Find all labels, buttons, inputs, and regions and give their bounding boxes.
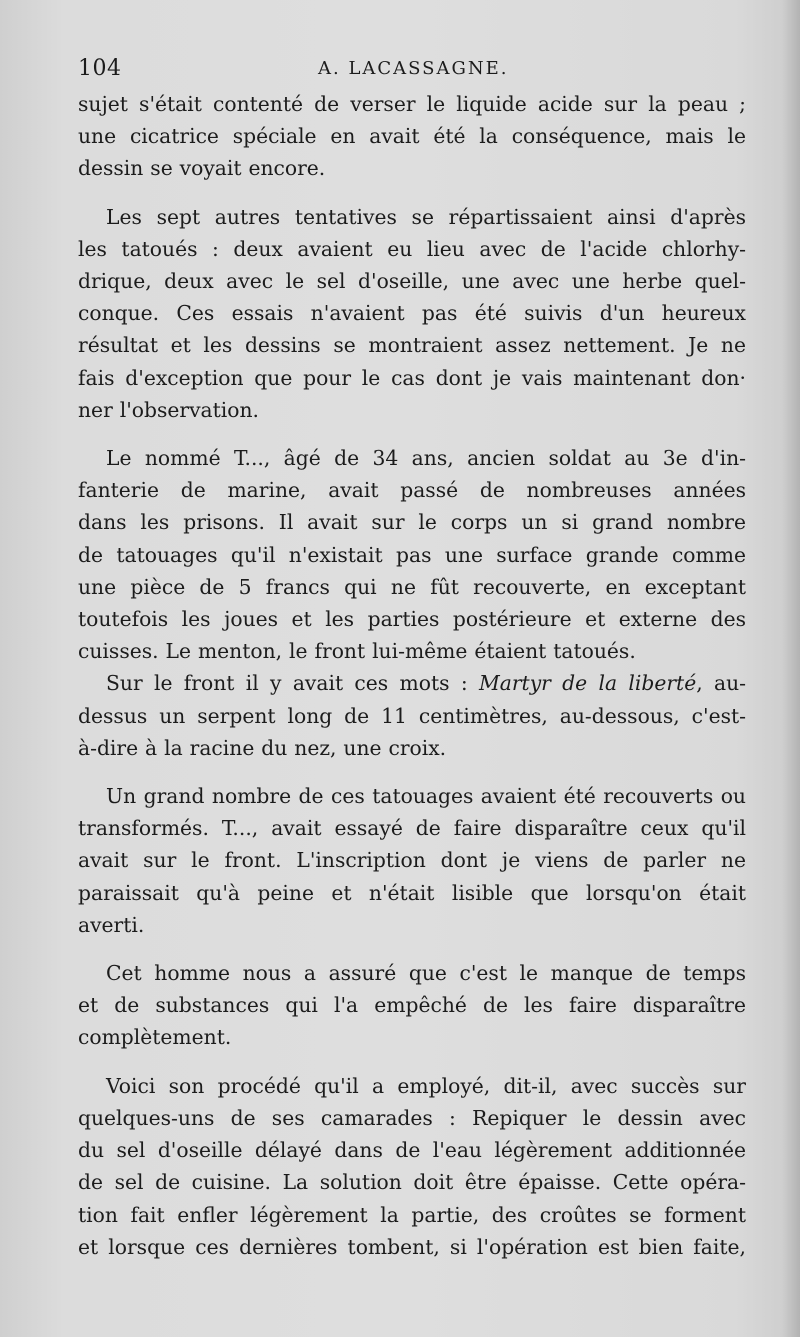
text-line: Cet homme nous a assuré que c'est le manque de temps (106, 961, 746, 986)
paragraph-recouverts (78, 780, 746, 941)
text-line: cuisses. Le menton, le front lui-même étaient tatoués. (78, 639, 636, 664)
page-number: 104 (78, 56, 122, 81)
paragraph-tentatives (78, 201, 746, 426)
text-line: drique, deux avec le sel d'oseille, une avec une herbe quel- (78, 269, 746, 294)
text-line: du sel d'oseille délayé dans de l'eau légèrement additionnée (78, 1138, 746, 1163)
text-line: dans les prisons. Il avait sur le corps un si grand nombre (78, 510, 746, 535)
text-line: une pièce de 5 francs qui ne fût recouverte, en exceptant (78, 574, 746, 599)
text-line: fanterie de marine, avait passé de nombreuses années (78, 478, 746, 503)
text-line: résultat et les dessins se montraient assez nettement. Je ne (78, 333, 746, 358)
text-line: transformés. T..., avait essayé de faire disparaître ceux qu'il (78, 816, 746, 841)
text-line: avait sur le front. L'inscription dont je viens de parler ne (78, 848, 746, 873)
text-line: à-dire à la racine du nez, une croix. (78, 735, 447, 760)
text-line: sujet s'était contenté de verser le liquide acide sur la peau ; (78, 92, 746, 116)
text-line: Les sept autres tentatives se répartissaient ainsi d'après (106, 204, 746, 229)
paragraph-procede (78, 1070, 746, 1263)
text-line: complètement. (78, 1025, 232, 1050)
page-header (78, 56, 738, 88)
text-line: toutefois les joues et les parties postérieure et externe des (78, 607, 746, 632)
paragraph-manque-de-temps (78, 957, 746, 1054)
text-line: une cicatrice spéciale en avait été la conséquence, mais le (78, 124, 746, 149)
text-line: Un grand nombre de ces tatouages avaient été recouverts ou (106, 784, 746, 809)
text-line: Le nommé T..., âgé de 34 ans, ancien soldat au 3e d'in- (106, 446, 746, 471)
text-line: de sel de cuisine. La solution doit être épaisse. Cette opéra- (78, 1170, 746, 1195)
page-edge-shadow (782, 0, 800, 1337)
text-line: quelques-uns de ses camarades : Repiquer le dessin avec (78, 1105, 746, 1130)
text-line: dessin se voyait encore. (78, 156, 326, 181)
text-line: conque. Ces essais n'avaient pas été suivis d'un heureux (78, 301, 746, 326)
text-line: paraissait qu'à peine et n'était lisible que lorsqu'on était (78, 880, 746, 905)
italic-inscription: Martyr de la liberté (479, 671, 697, 696)
text-line: dessus un serpent long de 11 centimètres, au-dessous, c'est- (78, 703, 746, 728)
text-line: et de substances qui l'a empêché de les faire disparaître (78, 993, 746, 1018)
text-line: de tatouages qu'il n'existait pas une surface grande comme (78, 542, 746, 567)
paragraph-continuation (78, 88, 746, 185)
text-line: averti. (78, 912, 145, 937)
paragraph-observation (78, 442, 746, 667)
text-line: Voici son procédé qu'il a employé, dit-il, avec succès sur (106, 1073, 746, 1098)
paragraph-front-inscription (78, 667, 746, 764)
text-line: ner l'observation. (78, 397, 259, 422)
text-line: tion fait enfler légèrement la partie, des croûtes se forment (78, 1202, 746, 1227)
text-segment: Sur le front il y avait ces mots : (106, 671, 479, 696)
text-line (78, 667, 746, 699)
body-text (78, 88, 746, 1263)
text-line: fais d'exception que pour le cas dont je vais maintenant don· (78, 365, 746, 390)
text-segment: , au- (696, 671, 746, 696)
running-head: A. LACASSAGNE. (318, 58, 509, 79)
text-line: et lorsque ces dernières tombent, si l'opération est bien faite, (78, 1234, 746, 1259)
text-line: les tatoués : deux avaient eu lieu avec de l'acide chlorhy- (78, 236, 746, 261)
